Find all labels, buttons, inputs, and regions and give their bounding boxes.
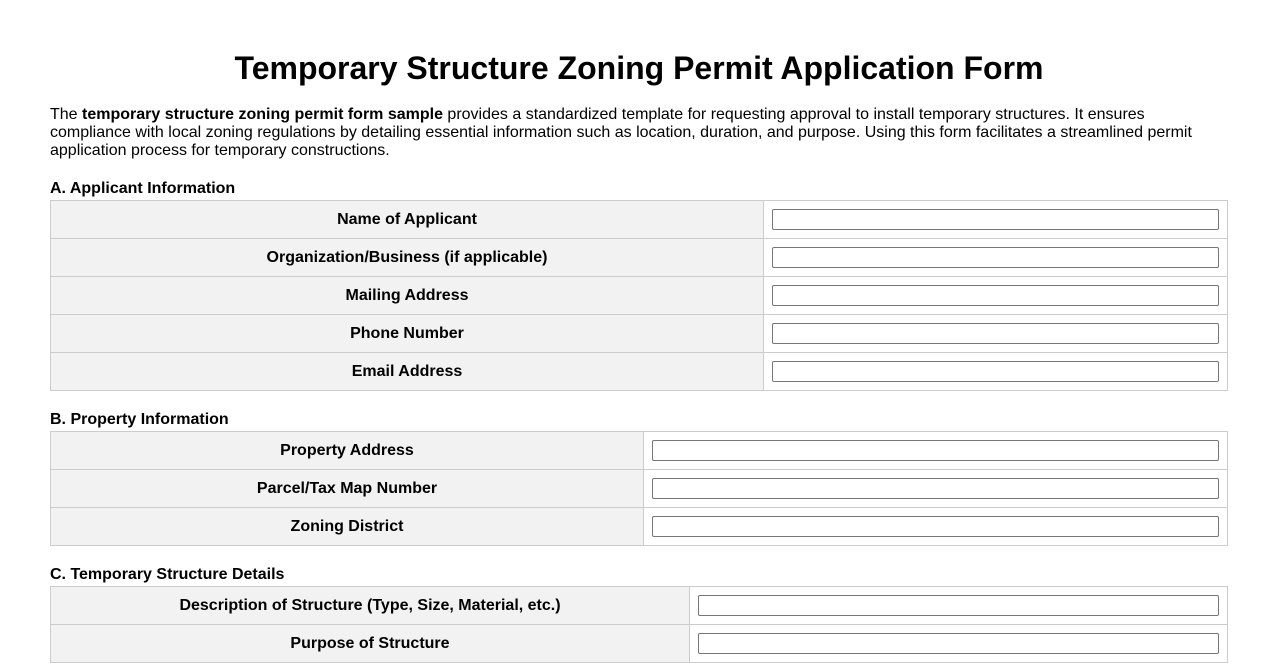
table-row <box>51 315 1228 353</box>
field-label: Mailing Address <box>51 277 764 315</box>
field-label: Parcel/Tax Map Number <box>51 470 644 508</box>
section-heading-structure: C. Temporary Structure Details <box>50 566 285 583</box>
table-row <box>51 508 1228 546</box>
structure-purpose-input[interactable] <box>698 633 1219 654</box>
field-label: Email Address <box>51 353 764 391</box>
field-label: Name of Applicant <box>51 201 764 239</box>
section-heading-applicant: A. Applicant Information <box>50 180 236 197</box>
email-address-input[interactable] <box>772 361 1219 382</box>
field-label: Description of Structure (Type, Size, Material, etc.) <box>51 587 690 625</box>
table-row <box>51 353 1228 391</box>
zoning-district-input[interactable] <box>652 516 1219 537</box>
property-address-input[interactable] <box>652 440 1219 461</box>
page-title: Temporary Structure Zoning Permit Application Form <box>234 50 1044 86</box>
property-table <box>50 431 1228 546</box>
intro-prefix: The <box>50 106 83 123</box>
field-label: Phone Number <box>51 315 764 353</box>
table-row <box>51 470 1228 508</box>
applicant-table <box>50 200 1228 391</box>
intro-paragraph <box>50 106 1228 160</box>
field-label: Organization/Business (if applicable) <box>51 239 764 277</box>
table-row <box>51 277 1228 315</box>
mailing-address-input[interactable] <box>772 285 1219 306</box>
structure-description-input[interactable] <box>698 595 1219 616</box>
field-label: Property Address <box>51 432 644 470</box>
table-row <box>51 432 1228 470</box>
field-label: Purpose of Structure <box>51 625 690 663</box>
table-row <box>51 587 1228 625</box>
structure-table <box>50 586 1228 663</box>
phone-number-input[interactable] <box>772 323 1219 344</box>
organization-input[interactable] <box>772 247 1219 268</box>
table-row <box>51 201 1228 239</box>
intro-bold: temporary structure zoning permit form sample <box>82 106 443 123</box>
intro-suffix: provides a standardized template for requesting approval to install temporary structures. It ensures compliance with local zoning regulations by detailing essential information such as location, duration, and purpose. Using this form facilitates a streamlined permit application process for temporary constructions. <box>50 106 1192 159</box>
table-row <box>51 625 1228 663</box>
field-label: Zoning District <box>51 508 644 546</box>
section-heading-property: B. Property Information <box>50 411 229 428</box>
name-of-applicant-input[interactable] <box>772 209 1219 230</box>
table-row <box>51 239 1228 277</box>
parcel-number-input[interactable] <box>652 478 1219 499</box>
